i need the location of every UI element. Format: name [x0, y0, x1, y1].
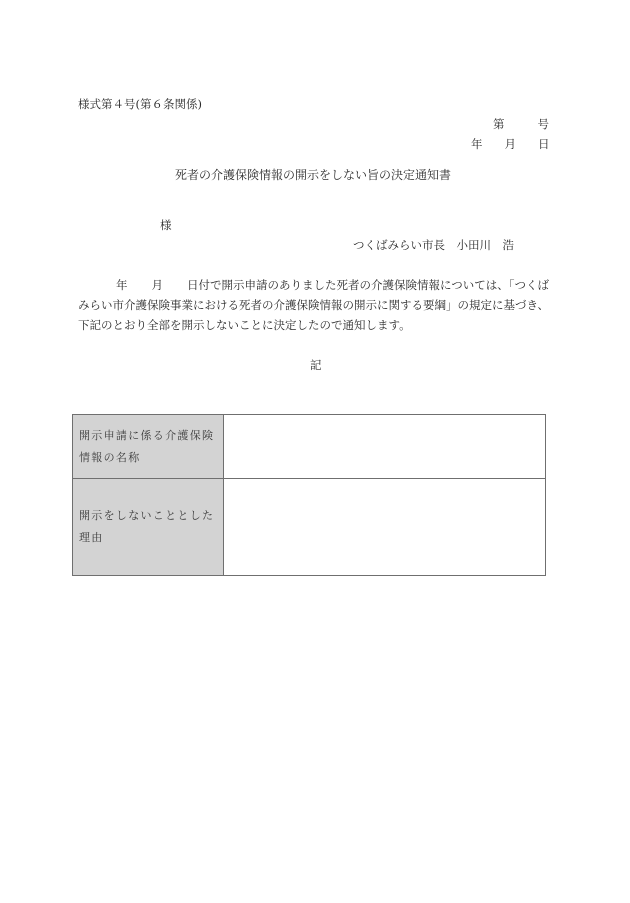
date-day: 日	[538, 137, 550, 151]
reason-value[interactable]	[224, 479, 546, 576]
body-paragraph	[78, 275, 558, 335]
document-title: 死者の介護保険情報の開示をしない旨の決定通知書	[175, 168, 452, 182]
body-month: 月	[151, 278, 163, 292]
addressee: 様	[160, 218, 172, 232]
body-year: 年	[116, 278, 128, 292]
info-table	[72, 414, 546, 576]
number-prefix: 第	[493, 117, 505, 131]
sender-name: つくばみらい市長 小田川 浩	[353, 238, 514, 252]
info-name-label: 開示申請に係る介護保険 情報の名称	[73, 415, 224, 479]
table-row	[73, 479, 546, 576]
number-suffix: 号	[537, 117, 549, 131]
document-number-line	[493, 117, 549, 131]
info-name-value[interactable]	[224, 415, 546, 479]
date-month: 月	[504, 137, 516, 151]
body-text: 日付で開示申請のありました死者の介護保険情報については、「つくばみらい市介護保険事業における死者の介護保険情報の開示に関する要綱」の規定に基づき、下記のとおり全部を開示しないことに決定したので通知します。	[78, 278, 550, 332]
date-line	[471, 137, 550, 151]
form-number: 様式第４号(第６条関係)	[78, 97, 202, 111]
table-row	[73, 415, 546, 479]
ki-heading: 記	[310, 358, 322, 372]
date-year: 年	[471, 137, 483, 151]
reason-label: 開示をしないこととした 理由	[73, 479, 224, 576]
